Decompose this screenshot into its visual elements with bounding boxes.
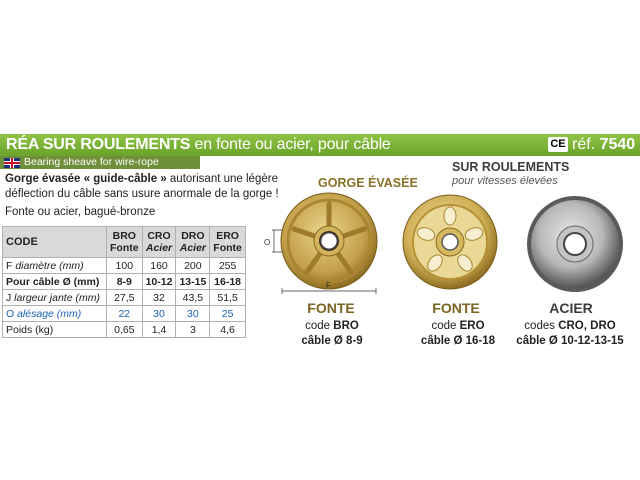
row-label: Poids (kg) bbox=[3, 322, 107, 338]
material-note: Fonte ou acier, bagué-bronze bbox=[5, 206, 156, 218]
table-cell: 100 bbox=[107, 258, 143, 274]
table-cell: 25 bbox=[210, 306, 246, 322]
row-label: Pour câble Ø (mm) bbox=[3, 274, 107, 290]
table-cell: 0,65 bbox=[107, 322, 143, 338]
table-cell: 160 bbox=[142, 258, 176, 274]
table-cell: 27,5 bbox=[107, 290, 143, 306]
table-cell: 8-9 bbox=[107, 274, 143, 290]
table-cell: 3 bbox=[176, 322, 210, 338]
row-label: F diamètre (mm) bbox=[3, 258, 107, 274]
table-row bbox=[3, 322, 246, 338]
col-header-bro: BRO Fonte bbox=[107, 227, 143, 258]
description: Gorge évasée « guide-câble » autorisant une légère déflection du câble sans usure anormale de la gorge ! bbox=[5, 173, 279, 200]
high-speed-note: pour vitesses élevées bbox=[452, 175, 558, 187]
spec-table bbox=[2, 226, 246, 338]
product-code-cro-dro: codes CRO, DRO câble Ø 10-12-13-15 bbox=[516, 320, 624, 347]
table-cell: 16-18 bbox=[210, 274, 246, 290]
table-cell: 10-12 bbox=[142, 274, 176, 290]
uk-flag-icon bbox=[4, 158, 20, 168]
table-cell: 1,4 bbox=[142, 322, 176, 338]
cast-iron-sheave-bro-image bbox=[262, 192, 387, 300]
row-label: J largeur jante (mm) bbox=[3, 290, 107, 306]
table-row bbox=[3, 258, 246, 274]
sur-roulements-label: SUR ROULEMENTS bbox=[452, 160, 570, 174]
table-cell: 43,5 bbox=[176, 290, 210, 306]
table-row bbox=[3, 274, 246, 290]
table-cell: 30 bbox=[176, 306, 210, 322]
table-cell: 13-15 bbox=[176, 274, 210, 290]
col-header-dro: DRO Acier bbox=[176, 227, 210, 258]
table-row bbox=[3, 306, 246, 322]
table-cell: 22 bbox=[107, 306, 143, 322]
gorge-evasee-label: GORGE ÉVASÉE bbox=[318, 176, 418, 190]
col-header-ero: ERO Fonte bbox=[210, 227, 246, 258]
english-subtitle: Bearing sheave for wire-rope bbox=[24, 156, 159, 168]
svg-text:F: F bbox=[326, 281, 331, 290]
table-cell: 4,6 bbox=[210, 322, 246, 338]
table-cell: 255 bbox=[210, 258, 246, 274]
product-code-bro: code BRO câble Ø 8-9 bbox=[301, 320, 363, 347]
material-label-acier: ACIER bbox=[549, 300, 593, 316]
steel-sheave-image bbox=[525, 194, 625, 294]
svg-text:O: O bbox=[264, 238, 271, 247]
table-row bbox=[3, 290, 246, 306]
table-cell: 32 bbox=[142, 290, 176, 306]
table-header-row bbox=[3, 227, 246, 258]
cast-iron-sheave-ero-image bbox=[400, 192, 500, 292]
material-label-fonte: FONTE bbox=[432, 300, 480, 316]
ce-mark-icon: CE bbox=[548, 137, 568, 152]
table-cell: 200 bbox=[176, 258, 210, 274]
table-cell: 30 bbox=[142, 306, 176, 322]
page-title: RÉA SUR ROULEMENTS en fonte ou acier, pour câble bbox=[6, 136, 391, 153]
col-header-cro: CRO Acier bbox=[142, 227, 176, 258]
material-label-fonte: FONTE bbox=[307, 300, 355, 316]
reference-number: réf. 7540 bbox=[572, 136, 636, 153]
product-code-ero: code ERO câble Ø 16-18 bbox=[420, 320, 496, 347]
table-cell: 51,5 bbox=[210, 290, 246, 306]
code-header: CODE bbox=[3, 227, 107, 258]
row-label: O alésage (mm) bbox=[3, 306, 107, 322]
